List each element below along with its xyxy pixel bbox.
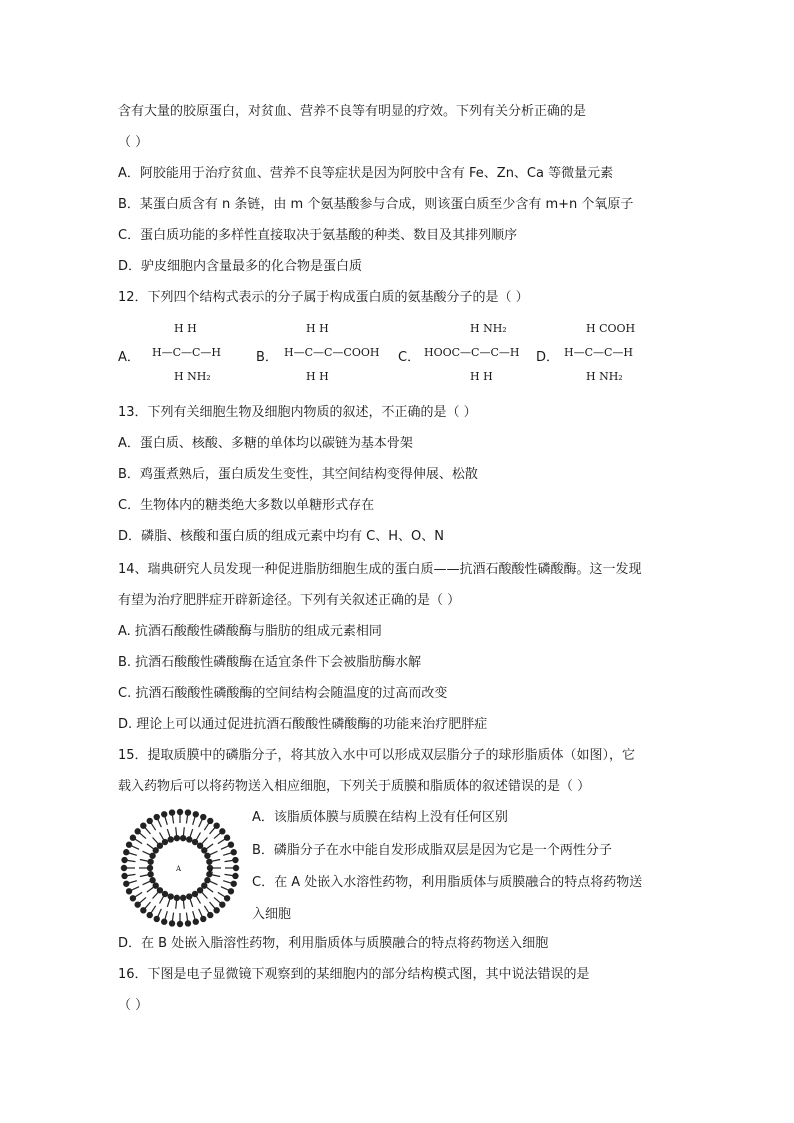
inner-phospholipid-head — [168, 894, 173, 899]
inner-phospholipid-head — [197, 888, 202, 893]
outer-phospholipid-head — [121, 865, 126, 870]
outer-phospholipid-head — [228, 889, 233, 894]
outer-phospholipid-head — [208, 818, 213, 823]
outer-phospholipid-head — [233, 873, 238, 878]
outer-phospholipid-head — [169, 810, 174, 815]
inner-phospholipid-head — [197, 843, 202, 848]
formula-d-bot: H NH₂ — [586, 370, 623, 383]
inner-phospholipid-head — [207, 859, 212, 864]
formula-d — [564, 318, 674, 388]
outer-phospholipid-head — [141, 823, 146, 828]
q14-option-d: D. 理论上可以通过促进抗酒石酸酸性磷酸酶的功能来治疗肥胖症 — [118, 717, 488, 732]
liposome-figure — [120, 808, 240, 928]
inner-phospholipid-head — [192, 891, 197, 896]
inner-phospholipid-head — [187, 837, 192, 842]
outer-phospholipid-head — [147, 913, 152, 918]
inner-phospholipid-head — [192, 839, 197, 844]
outer-phospholipid-head — [135, 829, 140, 834]
outer-phospholipid-head — [122, 873, 127, 878]
inner-phospholipid-head — [150, 878, 155, 883]
formula-a — [152, 318, 248, 388]
outer-phospholipid-head — [162, 919, 167, 924]
inner-phospholipid-head — [202, 848, 207, 853]
outer-phospholipid-head — [154, 814, 159, 819]
formula-label-c: C． — [398, 350, 421, 365]
q12-stem: 12．下列四个结构式表示的分子属于构成蛋白质的氨基酸分子的是（ ） — [118, 290, 529, 305]
inner-phospholipid-head — [205, 878, 210, 883]
inner-phospholipid-head — [202, 883, 207, 888]
q14-option-a: A. 抗酒石酸酸性磷酸酶与脂肪的组成元素相同 — [118, 624, 382, 639]
inner-phospholipid-head — [147, 865, 152, 870]
formula-label-b: B． — [256, 350, 278, 365]
outer-phospholipid-head — [126, 889, 131, 894]
formula-c-top: H NH₂ — [470, 322, 507, 335]
outer-phospholipid-head — [185, 810, 190, 815]
q11-option-a: A．阿胶能用于治疗贫血、营养不良等症状是因为阿胶中含有 Fe、Zn、Ca 等微量元素 — [118, 166, 614, 181]
formula-c-bot: H H — [470, 370, 493, 383]
inner-phospholipid-head — [157, 843, 162, 848]
q13-stem: 13．下列有关细胞生物及细胞内物质的叙述，不正确的是（ ） — [118, 405, 477, 420]
formula-c-mid: HOOC—C—C—H — [424, 346, 520, 359]
inner-phospholipid-head — [153, 883, 158, 888]
outer-phospholipid-head — [225, 896, 230, 901]
outer-phospholipid-head — [141, 908, 146, 913]
inner-phospholipid-head — [205, 853, 210, 858]
outer-phospholipid-head — [228, 842, 233, 847]
outer-phospholipid-head — [162, 812, 167, 817]
outer-phospholipid-head — [124, 881, 129, 886]
q14-option-c: C. 抗酒石酸酸性磷酸酶的空间结构会随温度的过高而改变 — [118, 686, 448, 701]
outer-phospholipid-head — [147, 818, 152, 823]
q14-stem-2: 有望为治疗肥胖症开辟新途径。下列有关叙述正确的是（ ） — [118, 593, 461, 608]
q15-option-b: B．磷脂分子在水中能自发形成脂双层是因为它是一个两性分子 — [252, 843, 612, 858]
formula-c — [424, 318, 536, 388]
inner-phospholipid-head — [181, 836, 186, 841]
formula-a-bot: H NH₂ — [174, 370, 211, 383]
outer-phospholipid-head — [201, 814, 206, 819]
q15-option-d: D．在 B 处嵌入脂溶性药物，利用脂质体与质膜融合的特点将药物送入细胞 — [118, 936, 549, 951]
q13-option-a: A．蛋白质、核酸、多糖的单体均以碳链为基本骨架 — [118, 436, 413, 451]
formula-b-top: H H — [306, 322, 329, 335]
region-b-label: B — [208, 868, 214, 876]
outer-phospholipid-head — [177, 921, 182, 926]
q13-option-c: C．生物体内的糖类绝大多数以单糖形式存在 — [118, 498, 375, 513]
q13-option-d: D．磷脂、核酸和蛋白质的组成元素中均有 C、H、O、N — [118, 529, 444, 544]
outer-phospholipid-head — [130, 896, 135, 901]
inner-phospholipid-head — [174, 895, 179, 900]
outer-phospholipid-head — [169, 921, 174, 926]
outer-phospholipid-head — [231, 850, 236, 855]
answer-bracket: （ ） — [118, 135, 149, 150]
outer-phospholipid-head — [122, 857, 127, 862]
q13-option-b: B．鸡蛋煮熟后，蛋白质发生变性，其空间结构变得伸展、松散 — [118, 467, 478, 482]
formula-a-top: H H — [174, 322, 197, 335]
inner-phospholipid-head — [181, 895, 186, 900]
q11-option-d: D．驴皮细胞内含量最多的化合物是蛋白质 — [118, 259, 363, 274]
q14-stem-1: 14、瑞典研究人员发现一种促进脂肪细胞生成的蛋白质——抗酒石酸酸性磷酸酶。这一发现 — [118, 562, 642, 577]
outer-phospholipid-head — [177, 809, 182, 814]
inner-phospholipid-head — [162, 891, 167, 896]
formula-a-mid: H—C—C—H — [152, 346, 222, 359]
inner-phospholipid-head — [148, 872, 153, 877]
q11-option-b: B．某蛋白质含有 n 条链，由 m 个氨基酸参与合成，则该蛋白质至少含有 m+n 个氧原子 — [118, 197, 634, 212]
q16-stem: 16．下图是电子显微镜下观察到的某细胞内的部分结构模式图，其中说法错误的是 — [118, 967, 590, 982]
q11-option-c: C．蛋白质功能的多样性直接取决于氨基酸的种类、数目及其排列顺序 — [118, 228, 518, 243]
inner-phospholipid-head — [187, 894, 192, 899]
outer-phospholipid-head — [126, 842, 131, 847]
formula-label-a: A． — [118, 350, 140, 365]
structural-formulas — [118, 318, 678, 390]
formula-d-top: H COOH — [586, 322, 636, 335]
inner-phospholipid-head — [157, 888, 162, 893]
q14-option-b: B. 抗酒石酸酸性磷酸酶在适宜条件下会被脂肪酶水解 — [118, 655, 422, 670]
inner-phospholipid-head — [174, 836, 179, 841]
outer-phospholipid-head — [124, 850, 129, 855]
outer-phospholipid-head — [214, 908, 219, 913]
outer-phospholipid-head — [233, 865, 238, 870]
inner-phospholipid-head — [150, 853, 155, 858]
q15-option-c-2: 入细胞 — [252, 907, 292, 922]
outer-phospholipid-head — [231, 881, 236, 886]
inner-phospholipid-head — [153, 848, 158, 853]
outer-phospholipid-head — [220, 902, 225, 907]
region-a-label: A — [176, 865, 182, 873]
outer-phospholipid-head — [233, 857, 238, 862]
inner-phospholipid-head — [168, 837, 173, 842]
outer-phospholipid-head — [185, 921, 190, 926]
outer-phospholipid-head — [220, 829, 225, 834]
answer-bracket: （ ） — [118, 998, 149, 1013]
outer-phospholipid-head — [208, 913, 213, 918]
outer-phospholipid-head — [225, 835, 230, 840]
formula-b-bot: H H — [306, 370, 329, 383]
outer-phospholipid-head — [154, 916, 159, 921]
formula-b-mid: H—C—C—COOH — [284, 346, 380, 359]
q15-stem-2: 载入药物后可以将药物送入相应细胞，下列关于质膜和脂质体的叙述错误的是（ ） — [118, 779, 591, 794]
formula-b — [284, 318, 394, 388]
q15-option-c-1: C．在 A 处嵌入水溶性药物，利用脂质体与质膜融合的特点将药物送 — [252, 875, 643, 890]
outer-phospholipid-head — [214, 823, 219, 828]
outer-phospholipid-head — [130, 835, 135, 840]
q15-stem-1: 15．提取质膜中的磷脂分子，将其放入水中可以形成双层脂分子的球形脂质体（如图），它 — [118, 748, 636, 763]
outer-phospholipid-head — [193, 812, 198, 817]
outer-phospholipid-head — [193, 919, 198, 924]
outer-phospholipid-head — [135, 902, 140, 907]
q11-stem-line: 含有大量的胶原蛋白，对贫血、营养不良等有明显的疗效。下列有关分析正确的是 — [118, 104, 587, 119]
outer-phospholipid-head — [201, 916, 206, 921]
inner-phospholipid-head — [148, 859, 153, 864]
q15-option-a: A．该脂质体膜与质膜在结构上没有任何区别 — [252, 810, 508, 825]
formula-d-mid: H—C—C—H — [564, 346, 634, 359]
inner-phospholipid-head — [162, 839, 167, 844]
formula-label-d: D． — [536, 350, 560, 365]
